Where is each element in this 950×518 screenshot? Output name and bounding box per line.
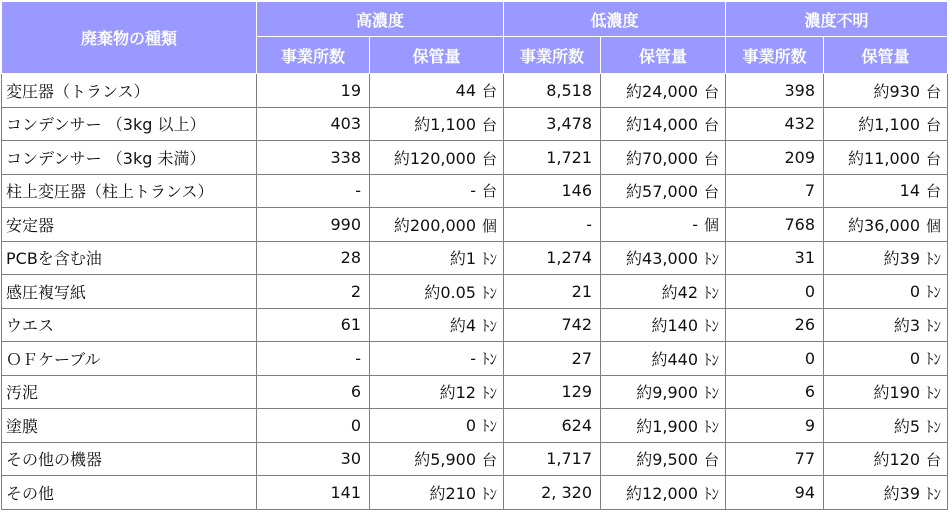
amount-value: 約42	[661, 282, 699, 302]
amount-unit: ﾄﾝ	[926, 484, 942, 503]
sites-cell: -	[504, 208, 601, 242]
amount-cell	[601, 409, 726, 443]
amount-unit: 台	[704, 116, 720, 135]
amount-value: 約12,000	[626, 483, 699, 503]
pcb-waste-table	[1, 1, 948, 510]
waste-type-cell: 柱上変圧器（柱上トランス）	[2, 174, 257, 208]
amount-unit: 台	[926, 82, 942, 101]
amount-value: 約210	[429, 483, 476, 503]
sites-cell: 990	[257, 208, 370, 242]
amount-value: 約1,900	[636, 416, 699, 436]
amount-cell	[370, 275, 504, 309]
amount-unit: 個	[926, 216, 942, 235]
amount-cell	[601, 208, 726, 242]
sites-cell: 209	[726, 141, 824, 175]
amount-value: 約200,000	[393, 215, 476, 235]
waste-type-cell: その他の機器	[2, 442, 257, 476]
amount-unit: ﾄﾝ	[704, 350, 720, 369]
amount-unit: 台	[704, 82, 720, 101]
amount-unit: 台	[482, 451, 498, 470]
sites-cell: 6	[726, 375, 824, 409]
amount-cell	[370, 107, 504, 141]
table-row	[2, 74, 948, 108]
sites-cell: 27	[504, 342, 601, 376]
sites-cell: 8,518	[504, 74, 601, 108]
header-waste-type: 廃棄物の種類	[2, 2, 257, 74]
table-row	[2, 107, 948, 141]
amount-unit: ﾄﾝ	[704, 484, 720, 503]
sites-cell: 403	[257, 107, 370, 141]
amount-cell	[601, 308, 726, 342]
amount-value: 約5,900	[414, 450, 476, 470]
amount-unit: ﾄﾝ	[482, 384, 498, 403]
amount-unit: 台	[926, 451, 942, 470]
amount-unit: ﾄﾝ	[482, 416, 498, 435]
amount-unit: ﾄﾝ	[926, 384, 942, 403]
header-sites-high: 事業所数	[257, 37, 370, 74]
amount-value: 約120	[873, 450, 921, 470]
sites-cell: 9	[726, 409, 824, 443]
waste-type-cell: 変圧器（トランス）	[2, 74, 257, 108]
amount-value: 約9,500	[636, 450, 699, 470]
amount-value: 0	[465, 415, 476, 435]
sites-cell: 338	[257, 141, 370, 175]
amount-unit: ﾄﾝ	[704, 317, 720, 336]
amount-value: 約39	[883, 483, 921, 503]
sites-cell: 2	[257, 275, 370, 309]
sites-cell: 0	[726, 342, 824, 376]
amount-value: 約39	[883, 249, 921, 269]
sites-cell: 768	[726, 208, 824, 242]
amount-unit: 台	[482, 182, 498, 201]
amount-value: 約930	[873, 81, 921, 101]
amount-cell	[370, 442, 504, 476]
amount-unit: 台	[704, 451, 720, 470]
amount-unit: 台	[482, 149, 498, 168]
sites-cell: 432	[726, 107, 824, 141]
amount-value: 約11,000	[848, 148, 921, 168]
sites-cell: 1,717	[504, 442, 601, 476]
amount-value: -	[470, 181, 476, 201]
sites-cell: 141	[257, 476, 370, 510]
amount-value: 44	[455, 80, 476, 100]
table-row	[2, 375, 948, 409]
amount-unit: ﾄﾝ	[926, 317, 942, 336]
header-amount-low: 保管量	[601, 37, 726, 74]
amount-cell	[824, 476, 948, 510]
amount-value: 約70,000	[626, 148, 699, 168]
amount-unit: ﾄﾝ	[926, 417, 942, 436]
amount-unit: 個	[704, 215, 720, 234]
amount-cell	[824, 141, 948, 175]
amount-unit: 台	[926, 116, 942, 135]
header-sites-unknown: 事業所数	[726, 37, 824, 74]
amount-cell	[370, 308, 504, 342]
amount-value: 約190	[873, 383, 921, 403]
amount-unit: 台	[926, 149, 942, 168]
waste-type-cell: ウエス	[2, 308, 257, 342]
sites-cell: 1,274	[504, 241, 601, 275]
amount-value: 約5	[893, 416, 921, 436]
amount-value: 0	[909, 281, 921, 301]
waste-type-cell: その他	[2, 476, 257, 510]
amount-cell	[370, 409, 504, 443]
amount-value: 14	[899, 181, 921, 201]
amount-unit: 個	[482, 216, 498, 235]
amount-cell	[370, 342, 504, 376]
amount-cell	[370, 476, 504, 510]
amount-value: 約14,000	[626, 115, 699, 135]
amount-cell	[601, 342, 726, 376]
amount-cell	[370, 208, 504, 242]
waste-type-cell: ＯＦケーブル	[2, 342, 257, 376]
amount-cell	[824, 342, 948, 376]
sites-cell: 1,721	[504, 141, 601, 175]
amount-value: 約3	[893, 316, 921, 336]
amount-cell	[601, 241, 726, 275]
amount-cell	[601, 74, 726, 108]
amount-unit: 台	[482, 116, 498, 135]
amount-unit: 台	[482, 81, 498, 100]
amount-unit: ﾄﾝ	[704, 250, 720, 269]
sites-cell: 146	[504, 174, 601, 208]
amount-value: 約140	[651, 316, 699, 336]
amount-cell	[370, 74, 504, 108]
amount-unit: ﾄﾝ	[926, 250, 942, 269]
amount-value: 約9,900	[636, 383, 699, 403]
amount-value: 約43,000	[626, 249, 699, 269]
amount-cell	[824, 107, 948, 141]
amount-cell	[824, 208, 948, 242]
amount-value: 約1,100	[858, 115, 921, 135]
amount-unit: ﾄﾝ	[482, 283, 498, 302]
sites-cell: 129	[504, 375, 601, 409]
amount-unit: ﾄﾝ	[704, 283, 720, 302]
sites-cell: 19	[257, 74, 370, 108]
sites-cell: 7	[726, 174, 824, 208]
waste-type-cell: PCBを含む油	[2, 241, 257, 275]
amount-cell	[824, 308, 948, 342]
waste-type-cell: コンデンサー （3kg 未満）	[2, 141, 257, 175]
amount-unit: ﾄﾝ	[482, 349, 498, 368]
amount-value: 約24,000	[626, 81, 699, 101]
amount-value: 約4	[449, 316, 476, 336]
sites-cell: 2, 320	[504, 476, 601, 510]
sites-cell: 398	[726, 74, 824, 108]
amount-cell	[601, 375, 726, 409]
sites-cell: 624	[504, 409, 601, 443]
amount-cell	[601, 476, 726, 510]
sites-cell: 742	[504, 308, 601, 342]
amount-unit: ﾄﾝ	[704, 417, 720, 436]
header-amount-high: 保管量	[370, 37, 504, 74]
amount-unit: ﾄﾝ	[482, 484, 498, 503]
sites-cell: 0	[257, 409, 370, 443]
amount-cell	[824, 375, 948, 409]
header-group-high: 高濃度	[257, 2, 504, 37]
sites-cell: -	[257, 174, 370, 208]
amount-value: 約1,100	[414, 115, 476, 135]
amount-cell	[824, 442, 948, 476]
amount-unit: ﾄﾝ	[482, 317, 498, 336]
waste-type-cell: 塗膜	[2, 409, 257, 443]
table-row	[2, 208, 948, 242]
waste-type-cell: 感圧複写紙	[2, 275, 257, 309]
amount-cell	[601, 107, 726, 141]
header-group-low: 低濃度	[504, 2, 726, 37]
sites-cell: -	[257, 342, 370, 376]
amount-cell	[824, 174, 948, 208]
header-amount-unknown: 保管量	[824, 37, 948, 74]
amount-value: -	[470, 348, 476, 368]
table-body	[2, 74, 948, 510]
waste-type-cell: 安定器	[2, 208, 257, 242]
amount-value: 約0.05	[424, 282, 476, 302]
amount-value: -	[692, 214, 699, 234]
table-row	[2, 174, 948, 208]
sites-cell: 0	[726, 275, 824, 309]
amount-unit: ﾄﾝ	[704, 384, 720, 403]
sites-cell: 28	[257, 241, 370, 275]
sites-cell: 6	[257, 375, 370, 409]
amount-value: 約36,000	[848, 215, 921, 235]
table-row	[2, 409, 948, 443]
amount-unit: 台	[704, 183, 720, 202]
amount-value: 約120,000	[393, 148, 476, 168]
sites-cell: 21	[504, 275, 601, 309]
sites-cell: 3,478	[504, 107, 601, 141]
header-group-unknown: 濃度不明	[726, 2, 948, 37]
amount-cell	[601, 442, 726, 476]
waste-type-cell: コンデンサー （3kg 以上）	[2, 107, 257, 141]
amount-cell	[824, 74, 948, 108]
sites-cell: 61	[257, 308, 370, 342]
table-row	[2, 442, 948, 476]
amount-unit: ﾄﾝ	[482, 250, 498, 269]
waste-type-cell: 汚泥	[2, 375, 257, 409]
sites-cell: 30	[257, 442, 370, 476]
amount-cell	[601, 141, 726, 175]
amount-cell	[370, 174, 504, 208]
table-row	[2, 308, 948, 342]
amount-cell	[824, 409, 948, 443]
table-row	[2, 241, 948, 275]
amount-value: 約440	[651, 349, 699, 369]
sites-cell: 94	[726, 476, 824, 510]
table-row	[2, 476, 948, 510]
amount-cell	[824, 275, 948, 309]
table-row	[2, 342, 948, 376]
amount-unit: ﾄﾝ	[926, 282, 942, 301]
sites-cell: 26	[726, 308, 824, 342]
amount-value: 約1	[449, 249, 476, 269]
amount-cell	[601, 275, 726, 309]
amount-cell	[824, 241, 948, 275]
sites-cell: 31	[726, 241, 824, 275]
amount-cell	[370, 141, 504, 175]
sites-cell: 77	[726, 442, 824, 476]
amount-cell	[370, 241, 504, 275]
table-row	[2, 141, 948, 175]
amount-value: 0	[909, 348, 921, 368]
amount-value: 約57,000	[626, 182, 699, 202]
amount-unit: ﾄﾝ	[926, 349, 942, 368]
amount-cell	[370, 375, 504, 409]
amount-value: 約12	[439, 383, 476, 403]
table-row	[2, 275, 948, 309]
amount-unit: 台	[926, 182, 942, 201]
amount-unit: 台	[704, 149, 720, 168]
amount-cell	[601, 174, 726, 208]
header-sites-low: 事業所数	[504, 37, 601, 74]
